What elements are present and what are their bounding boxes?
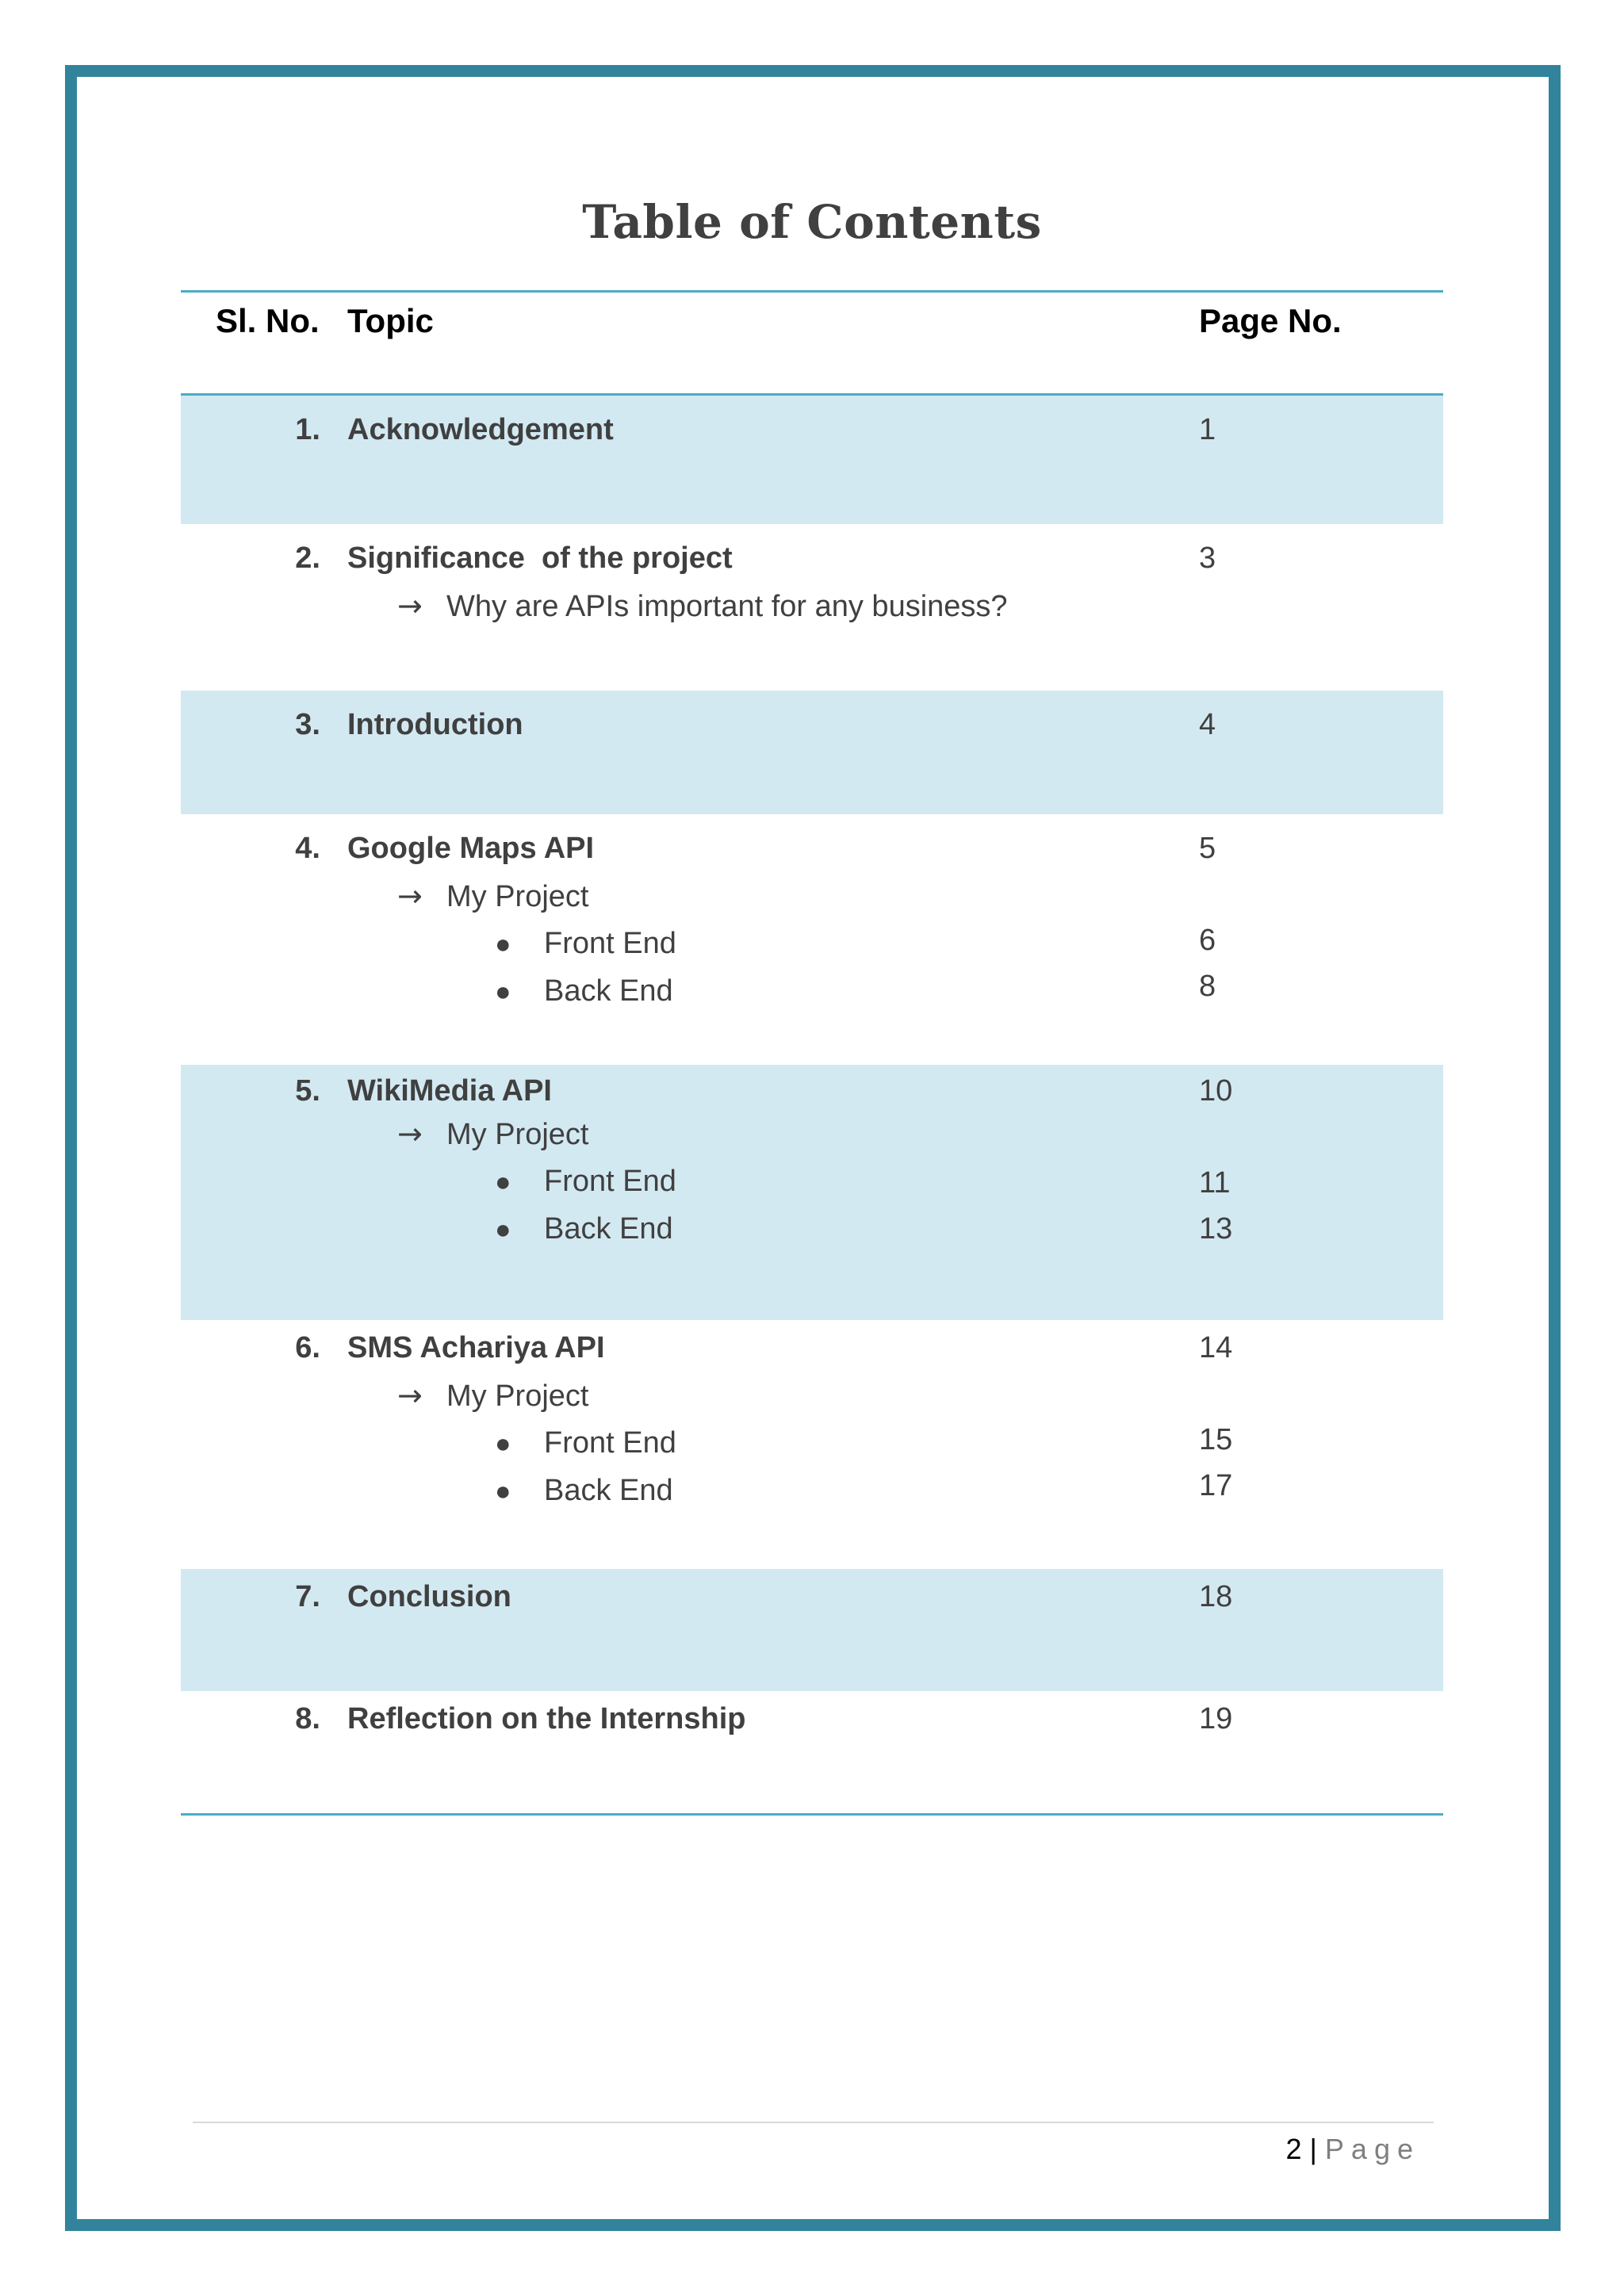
footer-separator: | <box>1309 2133 1317 2165</box>
bullet-page: 15 <box>1199 1423 1233 1456</box>
bullet-icon: ● <box>495 977 511 1007</box>
bullet-item <box>495 925 676 962</box>
page-footer <box>1286 2133 1421 2166</box>
entry-topic: WikiMedia API <box>347 1074 552 1108</box>
arrow-icon: → <box>397 1378 423 1413</box>
footer-page-word: Page <box>1324 2133 1420 2165</box>
toc-row <box>181 1320 1443 1569</box>
entry-number: 3. <box>295 708 320 741</box>
entry-topic: Acknowledgement <box>347 413 614 446</box>
bullet-icon: ● <box>495 1167 511 1197</box>
toc-row <box>181 1569 1443 1691</box>
bullet-page: 6 <box>1199 924 1216 957</box>
sub-entry-label: My Project <box>446 880 589 913</box>
bullet-item <box>495 1163 676 1200</box>
bullet-item <box>495 1425 676 1462</box>
arrow-icon: → <box>397 878 423 913</box>
bullet-label: Front End <box>544 1426 676 1460</box>
sub-entry <box>397 878 588 915</box>
entry-topic: Google Maps API <box>347 832 595 865</box>
bullet-label: Back End <box>544 974 673 1008</box>
entry-topic: Reflection on the Internship <box>347 1702 746 1735</box>
toc-row <box>181 1065 1443 1320</box>
arrow-icon: → <box>397 588 423 623</box>
entry-page: 14 <box>1199 1331 1233 1364</box>
entry-topic: Conclusion <box>347 1580 511 1613</box>
bullet-label: Back End <box>544 1212 673 1246</box>
entry-page: 5 <box>1199 832 1216 865</box>
bullet-item <box>495 1211 673 1248</box>
bullet-icon: ● <box>495 1429 511 1459</box>
bullet-page: 8 <box>1199 970 1216 1003</box>
entry-number: 4. <box>295 832 320 865</box>
arrow-icon: → <box>397 1116 423 1151</box>
entry-topic: Significance of the project <box>347 541 733 575</box>
toc-row <box>181 814 1443 1065</box>
sub-entry-label: My Project <box>446 1380 589 1413</box>
entry-page: 19 <box>1199 1702 1233 1735</box>
toc-row <box>181 1691 1443 1813</box>
bullet-page: 13 <box>1199 1212 1233 1246</box>
bullet-icon: ● <box>495 929 511 959</box>
toc-table <box>181 290 1443 1816</box>
header-sl-no: Sl. No. <box>216 302 320 339</box>
table-bottom-rule <box>181 1813 1443 1816</box>
entry-page: 10 <box>1199 1074 1233 1108</box>
entry-number: 8. <box>295 1702 320 1735</box>
entry-page: 18 <box>1199 1580 1233 1613</box>
toc-row <box>181 524 1443 691</box>
toc-row <box>181 396 1443 524</box>
bullet-item <box>495 1472 673 1510</box>
sub-entry <box>397 587 1008 625</box>
footer-rule <box>193 2122 1434 2123</box>
bullet-icon: ● <box>495 1476 511 1506</box>
document-title: Table of Contents <box>582 195 1042 249</box>
sub-entry-label: My Project <box>446 1118 589 1151</box>
entry-number: 1. <box>295 413 320 446</box>
entry-number: 2. <box>295 541 320 575</box>
entry-topic: Introduction <box>347 708 523 741</box>
bullet-page: 17 <box>1199 1469 1233 1502</box>
bullet-label: Front End <box>544 1165 676 1198</box>
sub-entry <box>397 1377 588 1414</box>
header-topic: Topic <box>347 302 434 339</box>
entry-number: 5. <box>295 1074 320 1108</box>
entry-number: 7. <box>295 1580 320 1613</box>
entry-topic: SMS Achariya API <box>347 1331 605 1364</box>
entry-page: 1 <box>1199 413 1216 446</box>
bullet-page: 11 <box>1199 1166 1231 1200</box>
bullet-label: Front End <box>544 927 676 960</box>
entry-page: 3 <box>1199 541 1216 575</box>
footer-page-number: 2 <box>1285 2133 1302 2165</box>
sub-entry-label: Why are APIs important for any business? <box>446 590 1008 623</box>
bullet-label: Back End <box>544 1474 673 1507</box>
bullet-item <box>495 973 673 1010</box>
entry-number: 6. <box>295 1331 320 1364</box>
entry-page: 4 <box>1199 708 1216 741</box>
table-header <box>181 293 1443 393</box>
header-page-no: Page No. <box>1199 302 1342 339</box>
toc-row <box>181 691 1443 814</box>
bullet-icon: ● <box>495 1215 511 1245</box>
sub-entry <box>397 1115 588 1153</box>
